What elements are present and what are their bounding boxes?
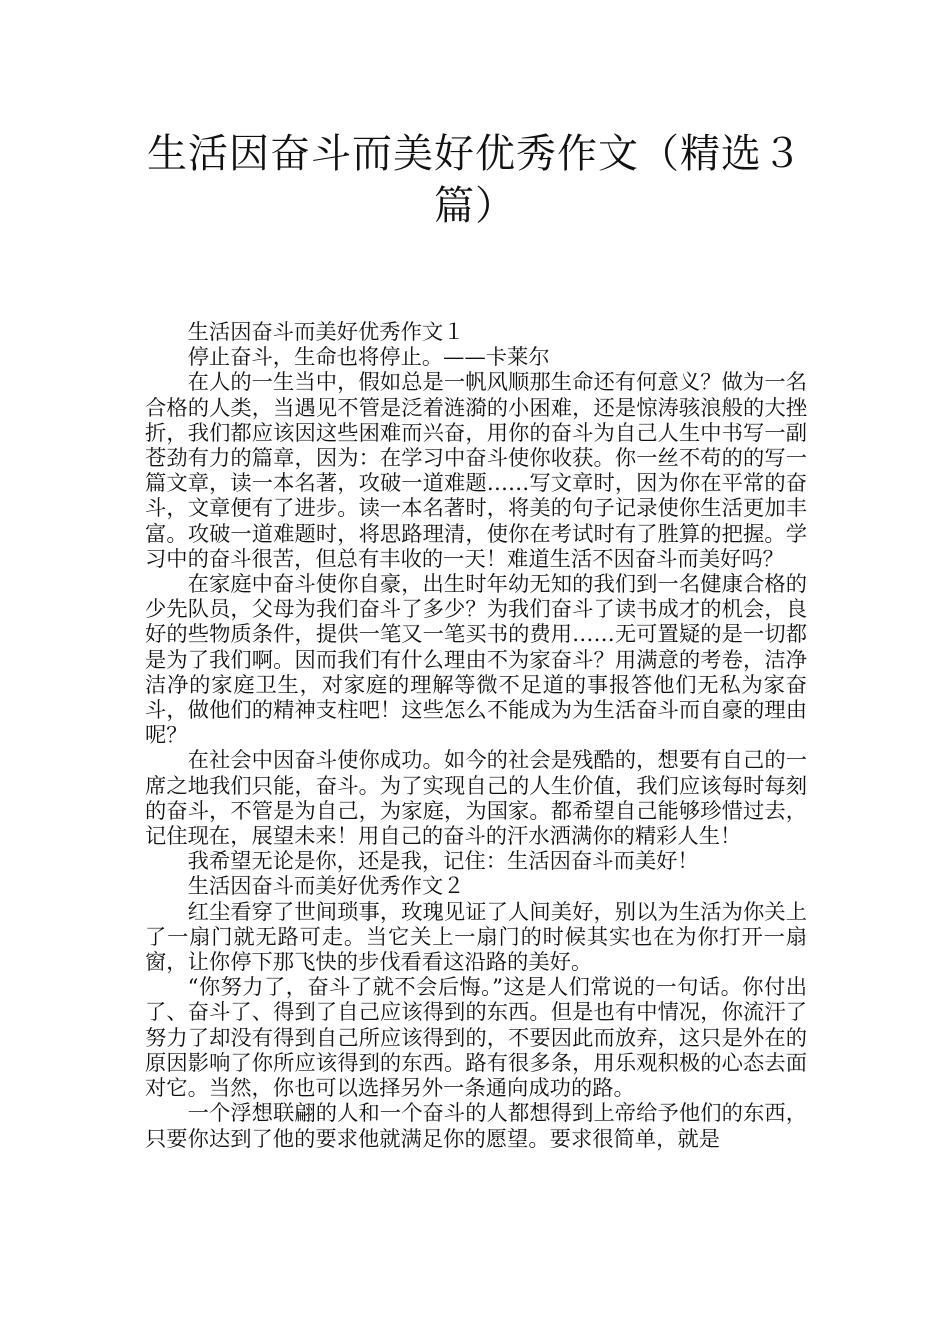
epigraph: 停止奋斗，生命也将停止。——卡莱尔 [187, 345, 550, 371]
document-body [145, 320, 807, 1152]
paragraph: 我希望无论是你，还是我，记住：生活因奋斗而美好！ [187, 849, 699, 875]
paragraph: “你努力了，奋斗了就不会后悔。”这是人们常说的一句话。你付出了、奋斗了、得到了自己应该得到的东西。但是也有中情况，你流汗了努力了却没有得到自己所应该得到的，不要因此而放弃，这只是外在的原因影响了你所应该得到的东西。路有很多条，用乐观积极的心态去面对它。当然，你也可以选择另外一条通向成功的路。 [145, 975, 807, 1102]
paragraph: 在人的一生当中，假如总是一帆风顺那生命还有何意义？做为一名合格的人类，当遇见不管是泛着涟漪的小困难，还是惊涛骇浪般的大挫折，我们都应该因这些困难而兴奋，用你的奋斗为自己人生中书写一副苍劲有力的篇章，因为：在学习中奋斗使你收获。你一丝不苟的的写一篇文章，读一本名著，攻破一道难题……写文章时，因为你在平常的奋斗，文章便有了进步。读一本名著时，将美的句子记录使你生活更加丰富。攻破一道难题时，将思路理清，使你在考试时有了胜算的把握。学习中的奋斗很苦，但总有丰收的一天！难道生活不因奋斗而美好吗？ [145, 370, 807, 572]
paragraph: 在家庭中奋斗使你自豪，出生时年幼无知的我们到一名健康合格的少先队员，父母为我们奋斗了多少？为我们奋斗了读书成才的机会，良好的些物质条件，提供一笔又一笔买书的费用……无可置疑的是一切都是为了我们啊。因而我们有什么理由不为家奋斗？用满意的考卷，洁净洁净的家庭卫生，对家庭的理解等微不足道的事报答他们无私为家奋斗，做他们的精神支柱吧！这些怎么不能成为为生活奋斗而自豪的理由呢？ [145, 572, 807, 749]
section-heading-2: 生活因奋斗而美好优秀作文２ [187, 874, 465, 900]
paragraph: 在社会中因奋斗使你成功。如今的社会是残酷的，想要有自己的一席之地我们只能，奋斗。为了实现自己的人生价值，我们应该每时每刻的奋斗，不管是为自己，为家庭，为国家。都希望自己能够珍惜过去，记住现在，展望未来！用自己的奋斗的汗水洒满你的精彩人生！ [145, 748, 807, 850]
document-title: 生活因奋斗而美好优秀作文（精选３篇） [147, 131, 803, 229]
paragraph: 一个浮想联翩的人和一个奋斗的人都想得到上帝给予他们的东西，只要你达到了他的要求他就满足你的愿望。要求很简单，就是 [145, 1101, 807, 1152]
section-heading-1: 生活因奋斗而美好优秀作文１ [187, 320, 465, 345]
paragraph: 红尘看穿了世间琐事，玫瑰见证了人间美好，别以为生活为你关上了一扇门就无路可走。当它关上一扇门的时候其实也在为你打开一扇窗，让你停下那飞快的步伐看看这沿路的美好。 [145, 899, 807, 976]
